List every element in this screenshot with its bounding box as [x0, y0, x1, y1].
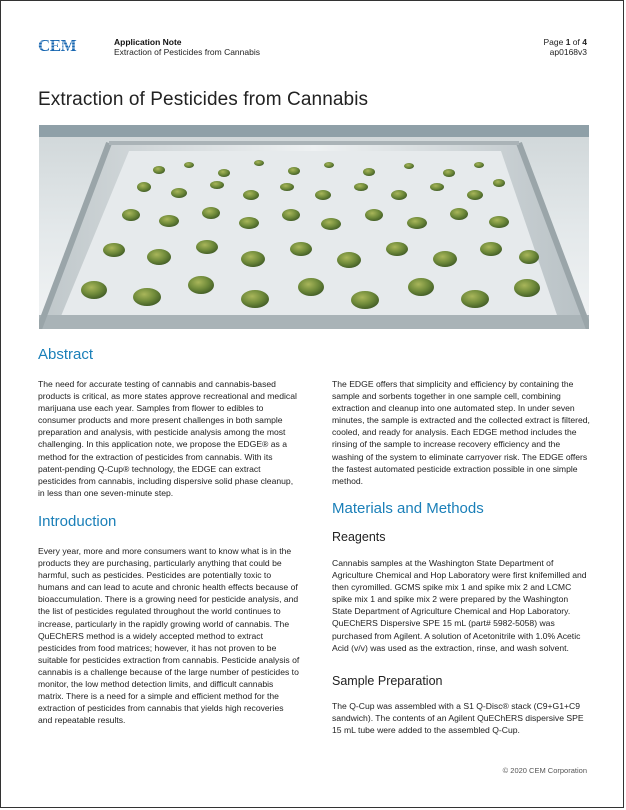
page-indicator: Page 1 of 4	[543, 37, 587, 47]
page-title: Extraction of Pesticides from Cannabis	[38, 89, 369, 110]
header-doc-info	[114, 37, 260, 57]
materials-heading: Materials and Methods	[332, 500, 484, 517]
header-page-info	[543, 37, 587, 57]
introduction-heading: Introduction	[38, 513, 117, 530]
doc-code: ap0168v3	[549, 47, 587, 57]
reagents-heading: Reagents	[332, 530, 386, 544]
cem-logo	[38, 37, 78, 53]
svg-text:CEM: CEM	[38, 37, 77, 53]
cannabis-drying-tray-photo	[39, 125, 589, 329]
doc-subtitle: Extraction of Pesticides from Cannabis	[114, 47, 260, 57]
abstract-paragraph-1: The need for accurate testing of cannabis and cannabis-based products is critical, as more states approve recreational and medical marijuana use each year. Samples from flower to edibles to consumer products and more present challenges in both sample preparation and analysis, with pesticide analysis among the most challenging. In this application note, we propose the EDGE® as a method for the extraction of pesticides from cannabis. With its patent-pending Q-Cup® technology, the EDGE can extract pesticides from cannabis, including dispersive solid phase cleanup, in less than one seven-minute step.	[38, 379, 297, 498]
doc-type: Application Note	[114, 37, 182, 47]
page-total: 4	[582, 37, 587, 47]
introduction-paragraph: Every year, more and more consumers want to know what is in the products they are purchasing, particularly anything that could be harmful, such as pesticides. Pesticides are potentially toxic to humans and can lead to acute and chronic health effects because of bioaccumulation. There is a growing need for pesticide analysis, and the list of pesticides regulated throughout the world continues to increase, particularly in the rapidly growing world of cannabis. The QuEChERS method is a widely accepted method to extract pesticides from food matrices; however, it has not proven to be suitable for pesticides extraction from cannabis. Pesticide analysis of cannabis is a challenge because of the large number of pesticides to monitor, the low method detection limits, and difficult cannabis matrix. There is a need for a simple and efficient method for the extraction of pesticides from cannabis that yields high recoveries and repeatable results.	[38, 546, 300, 726]
abstract-heading: Abstract	[38, 346, 94, 363]
abstract-paragraph-2: The EDGE offers that simplicity and efficiency by containing the sample and sorbents together in one sample cell, combining extraction and cleanup into one automated step. In under seven minutes, the sample is extracted and the collected extract is filtered, cooled, and ready for analysis. Each EDGE method includes the rinsing of the sample to increase recovery efficiency and the washing of the system to eliminate carryover risk. The EDGE offers the fastest automated pesticide extraction possible in one simple method.	[332, 379, 590, 486]
page-number: 1	[565, 37, 571, 47]
sample-prep-paragraph: The Q-Cup was assembled with a S1 Q-Disc® stack (C9+G1+C9 sandwich). The contents of an Agilent QuEChERS dispersive SPE 15 mL tube were added to the assembled Q-Cup.	[332, 701, 584, 736]
sample-prep-heading: Sample Preparation	[332, 674, 443, 688]
reagents-paragraph: Cannabis samples at the Washington State Department of Agriculture Chemical and Hop Laboratory were first knifemilled and then cyromilled. GCMS spike mix 1 and spike mix 2 and LCMC spike mix 1 and spike mix 2 were prepared by the Washington State Department of Agriculture Chemical and Hop Laboratory. QuEChERS Dispersive SPE 15 mL (part# 5982-5058) was purchased from Agilent. A solution of Acetonitrile with 1.0% Acetic Acid (v/v) was used as the extraction, rinse, and wash solvent.	[332, 558, 587, 653]
copyright: © 2020 CEM Corporation	[502, 766, 587, 775]
